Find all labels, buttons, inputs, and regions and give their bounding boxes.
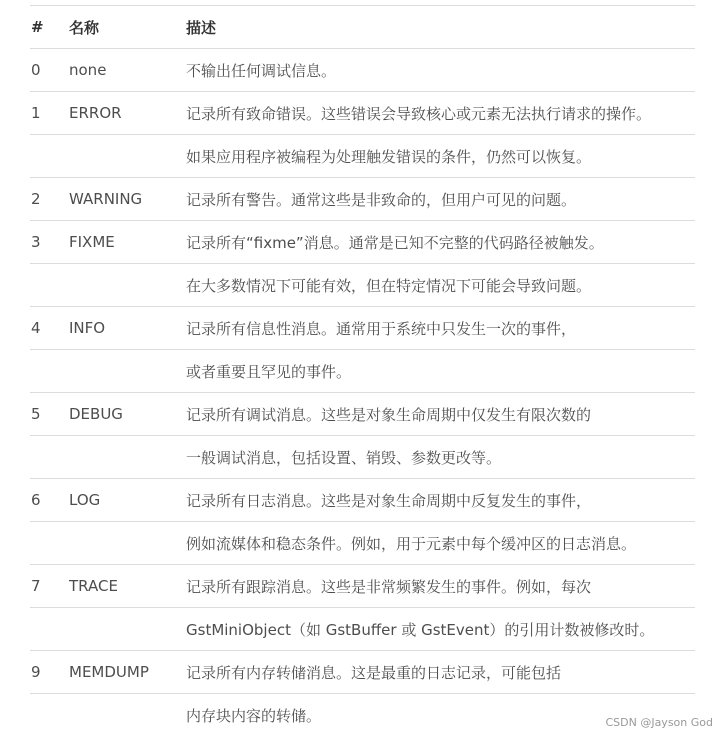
cell-num: 9 (31, 663, 41, 681)
cell-desc: 不输出任何调试信息。 (186, 61, 337, 80)
cell-desc: 记录所有调试消息。这些是对象生命周期中仅发生有限次数的 (186, 405, 592, 424)
cell-desc: 记录所有跟踪消息。这些是非常频繁发生的事件。例如，每次 (186, 577, 592, 596)
cell-desc: GstMiniObject（如 GstBuffer 或 GstEvent）的引用计数被修改时。 (186, 620, 655, 639)
cell-desc: 例如流媒体和稳态条件。例如，用于元素中每个缓冲区的日志消息。 (186, 534, 637, 553)
table-row (30, 221, 695, 264)
table-row (30, 608, 695, 651)
cell-num: 7 (31, 577, 41, 595)
cell-desc: 一般调试消息，包括设置、销毁、参数更改等。 (186, 448, 502, 467)
cell-desc: 内存块内容的转储。 (186, 707, 322, 725)
table-row (30, 178, 695, 221)
cell-name: WARNING (69, 190, 143, 208)
cell-num: 4 (31, 319, 41, 337)
cell-name: none (69, 61, 107, 79)
cell-desc: 在大多数情况下可能有效，但在特定情况下可能会导致问题。 (186, 276, 592, 295)
table-row (30, 92, 695, 135)
cell-name: MEMDUMP (69, 663, 149, 681)
cell-num: 6 (31, 491, 41, 509)
table-row (30, 651, 695, 694)
table-row (30, 436, 695, 479)
cell-name: FIXME (69, 233, 115, 251)
cell-desc: 记录所有“fixme”消息。通常是已知不完整的代码路径被触发。 (186, 233, 604, 252)
header-name: 名称 (69, 18, 100, 37)
cell-desc: 记录所有内存转储消息。这是最重的日志记录，可能包括 (186, 663, 562, 682)
cell-desc: 记录所有信息性消息。通常用于系统中只发生一次的事件， (186, 319, 577, 338)
table-row (30, 565, 695, 608)
table-row (30, 694, 695, 737)
header-num: # (31, 18, 44, 36)
cell-num: 0 (31, 61, 41, 79)
csdn-watermark: CSDN @Jayson God (605, 716, 713, 729)
cell-num: 3 (31, 233, 41, 251)
debug-level-table (30, 5, 695, 737)
cell-name: DEBUG (69, 405, 123, 423)
cell-num: 5 (31, 405, 41, 423)
cell-desc: 如果应用程序被编程为处理触发错误的条件，仍然可以恢复。 (186, 147, 592, 166)
cell-num: 2 (31, 190, 41, 208)
cell-desc: 记录所有日志消息。这些是对象生命周期中反复发生的事件， (186, 491, 592, 510)
cell-name: INFO (69, 319, 106, 337)
table-row (30, 307, 695, 350)
table-row (30, 479, 695, 522)
cell-name: LOG (69, 491, 101, 509)
cell-num: 1 (31, 104, 41, 122)
table-row (30, 49, 695, 92)
table-row (30, 350, 695, 393)
cell-desc: 记录所有致命错误。这些错误会导致核心或元素无法执行请求的操作。 (186, 104, 652, 123)
table-row (30, 264, 695, 307)
cell-desc: 或者重要且罕见的事件。 (186, 362, 352, 381)
table-row (30, 393, 695, 436)
cell-name: TRACE (69, 577, 118, 595)
header-desc: 描述 (186, 18, 217, 37)
cell-name: ERROR (69, 104, 122, 122)
table-header-row (30, 6, 695, 49)
table-row (30, 522, 695, 565)
cell-desc: 记录所有警告。通常这些是非致命的，但用户可见的问题。 (186, 190, 577, 209)
table-row (30, 135, 695, 178)
